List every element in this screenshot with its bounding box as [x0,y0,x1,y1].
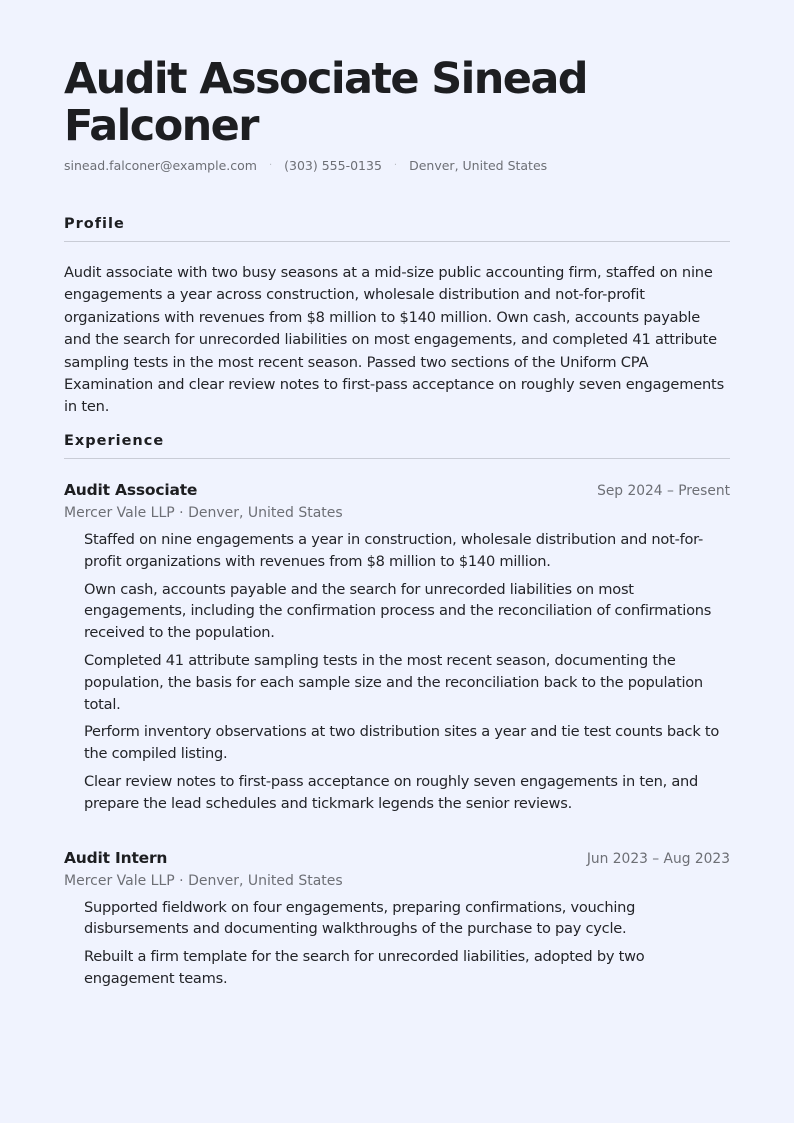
job-bullet: Perform inventory observations at two distribution sites a year and tie test counts back to the compiled listing. [84,723,720,763]
contact-phone: (303) 555-0135 [284,158,382,173]
job-bullet-list [84,897,730,990]
job-title: Audit Intern [64,848,168,867]
contact-line [64,158,730,173]
job-entry [64,481,730,815]
job-entry [64,849,730,990]
job-header [64,849,730,867]
job-bullet: Clear review notes to first-pass acceptance on roughly seven engagements in ten, and prepare the lead schedules and tickmark legends the senior reviews. [84,772,699,812]
experience-section [64,433,730,996]
section-title-profile: Profile [64,216,730,242]
job-header [64,481,730,499]
contact-email: sinead.falconer@example.com [64,158,257,173]
job-dates: Sep 2024 – Present [597,483,730,499]
job-title: Audit Associate [64,481,198,499]
candidate-name: Audit Associate Sinead Falconer [64,54,587,151]
job-organization: Mercer Vale LLP · Denver, United States [64,872,343,889]
section-title-experience: Experience [64,433,730,459]
contact-location: Denver, United States [409,158,548,173]
profile-summary: Audit associate with two busy seasons at a mid-size public accounting firm, staffed on nine engagements a year across construction, wholesale distribution and not-for-profit organizations with revenues from $8 million to $140 million. Own cash, accounts payable and the search for unrecorded liabilities on most engagements, and completed 41 attribute sampling tests in the most recent season. Passed two sections of the Uniform CPA Examination and clear review notes to first-pass acceptance on roughly seven engagements in ten. [64,264,724,416]
job-bullet-list [84,529,730,815]
contact-separator: · [268,160,273,171]
job-bullet: Rebuilt a firm template for the search for unrecorded liabilities, adopted by two engagement teams. [84,948,645,987]
job-bullet: Supported fieldwork on four engagements, preparing confirmations, vouching disbursements and documenting walkthroughs of the purchase to pay cycle. [84,898,636,938]
job-dates: Jun 2023 – Aug 2023 [586,850,730,867]
resume-page [64,54,730,987]
job-organization: Mercer Vale LLP · Denver, United States [64,505,343,521]
job-bullet: Completed 41 attribute sampling tests in the most recent season, documenting the population, the basis for each sample size and the reconciliation back to the population total. [84,651,703,713]
job-bullet: Own cash, accounts payable and the search for unrecorded liabilities on most engagements, including the confirmation process and the reconciliation of confirmations received to the population. [84,580,712,642]
profile-section [64,216,730,419]
contact-separator: · [393,160,398,171]
job-bullet: Staffed on nine engagements a year in construction, wholesale distribution and not-for-profit organizations with revenues from $8 million to $140 million. [84,531,703,570]
